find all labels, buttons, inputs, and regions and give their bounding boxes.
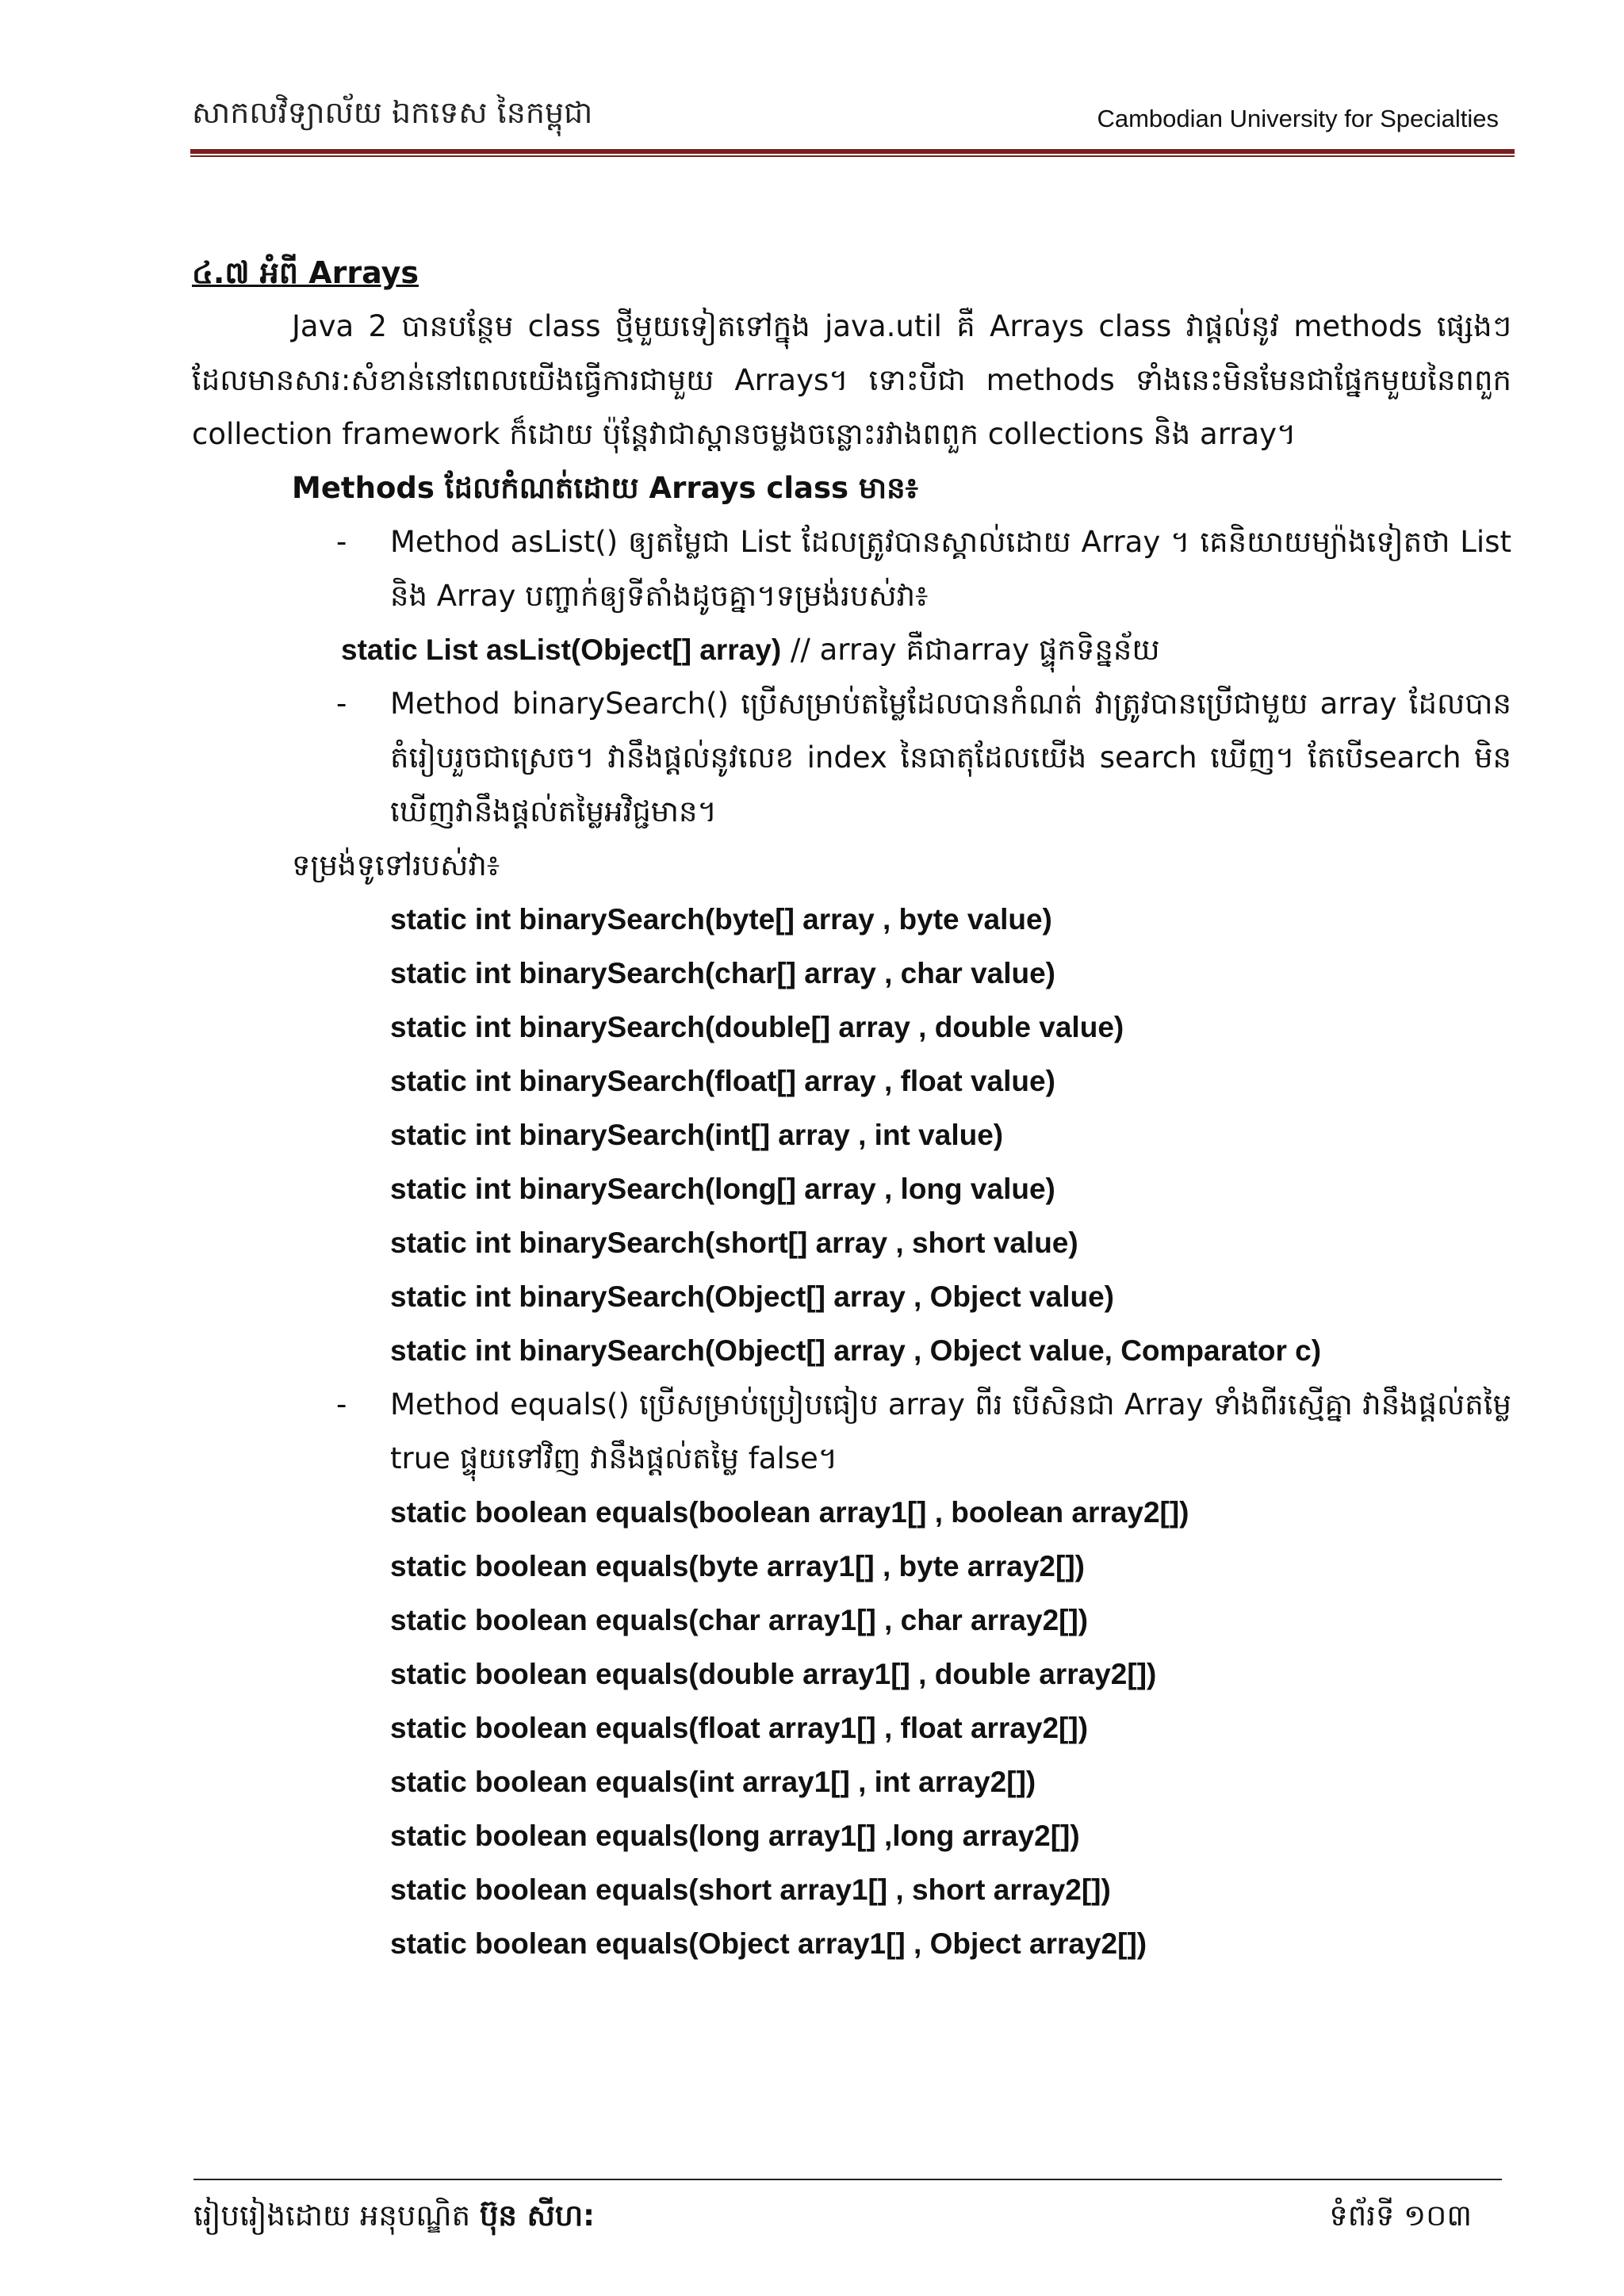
- page-number: ទំព័រទី ១០៣: [1329, 2198, 1472, 2233]
- code-line: static boolean equals(char array1[] , char array2[]): [390, 1604, 1089, 1636]
- code-line: static boolean equals(int array1[] , int array2[]): [390, 1766, 1036, 1798]
- binarysearch-signature-list: [192, 893, 1511, 1378]
- bullet-aslist-text: Method asList() ឲ្យតម្លៃជា List ដែលត្រូវបានស្គាល់ដោយ Array ។ គេនិយាយម្យ៉ាងទៀតថា List និង Array បញ្ចាក់ឲ្យទីតាំងដូចគ្នា។ទម្រង់របស់វា៖: [390, 525, 1511, 613]
- code-line: static int binarySearch(long[] array , long value): [390, 1173, 1055, 1205]
- bullet-dash: -: [336, 687, 347, 721]
- code-line: static boolean equals(short array1[] , short array2[]): [390, 1873, 1111, 1906]
- code-line: static int binarySearch(float[] array , float value): [390, 1065, 1055, 1097]
- header-divider: [190, 149, 1515, 154]
- general-form-label: ទម្រង់ទូទៅរបស់វា៖: [292, 848, 500, 882]
- aslist-signature: [341, 623, 1511, 677]
- methods-heading: Methods ដែលកំណត់ដោយ Arrays class មាន៖: [292, 471, 918, 505]
- aslist-signature-code: static List asList(Object[] array): [341, 633, 782, 666]
- aslist-signature-comment: // array គឺជាarray ផ្ទុកទិន្នន័យ: [781, 633, 1160, 667]
- code-line: static int binarySearch(int[] array , int value): [390, 1119, 1004, 1151]
- footer-author: [193, 2198, 595, 2241]
- bullet-binarysearch: [336, 677, 1511, 839]
- code-line: static boolean equals(Object array1[] , Object array2[]): [390, 1927, 1147, 1960]
- code-line: static boolean equals(double array1[] , double array2[]): [390, 1658, 1157, 1690]
- equals-signature-list: [192, 1486, 1511, 1971]
- footer-prepared-by: រៀបរៀងដោយ អនុបណ្ឌិត: [193, 2198, 480, 2233]
- code-line: static int binarySearch(char[] array , char value): [390, 957, 1056, 989]
- code-line: static boolean equals(boolean array1[] , boolean array2[]): [390, 1496, 1189, 1529]
- code-line: static int binarySearch(Object[] array , Object value, Comparator c): [390, 1334, 1322, 1367]
- footer-divider: [193, 2179, 1502, 2180]
- header-divider-thin: [190, 155, 1515, 157]
- code-line: static int binarySearch(byte[] array , byte value): [390, 903, 1052, 936]
- bullet-binarysearch-text: Method binarySearch() ប្រើសម្រាប់តម្លៃដែលបានកំណត់ វាត្រូវបានប្រើជាមួយ array ដែលបានតំរៀបរួចជាស្រេច។ វានឹងផ្តល់នូវលេខ index នៃធាតុដែលយើង search ឃើញ។ តែបើsearch មិនឃើញវានឹងផ្តល់តម្លៃអវិជ្ជមាន។: [390, 687, 1511, 828]
- bullet-aslist: [336, 515, 1511, 623]
- intro-paragraph: Java 2 បានបន្ថែម class ថ្មីមួយទៀតទៅក្នុង java.util គឺ Arrays class វាផ្តល់នូវ methods ផ្សេងៗ ដែលមានសារ:សំខាន់នៅពេលយើងធ្វើការជាមួយ Arrays។ ទោះបីជា methods ទាំងនេះមិនមែនជាផ្នែកមួយនៃពពួក collection framework ក៏ដោយ ប៉ុន្តែវាជាស្ពានចម្លងចន្លោះរវាងពពួក collections និង array។: [192, 309, 1511, 451]
- bullet-equals-text: Method equals() ប្រើសម្រាប់ប្រៀបធៀប array ពីរ បើសិនជា Array ទាំងពីរស្មើគ្នា វានឹងផ្តល់តម្លៃ true ផ្ទុយទៅវិញ វានឹងផ្តល់តម្លៃ false។: [390, 1387, 1511, 1475]
- bullet-dash: -: [336, 1387, 347, 1422]
- header-university-khmer: សាកលវិទ្យាល័យ ឯកទេស នៃកម្ពុជា: [192, 95, 593, 130]
- header-university-english: Cambodian University for Specialties: [1097, 105, 1499, 132]
- bullet-equals: [336, 1378, 1511, 1486]
- code-line: static boolean equals(long array1[] ,long array2[]): [390, 1820, 1080, 1852]
- bullet-dash: -: [336, 525, 347, 559]
- page-content: [192, 246, 1511, 1971]
- code-line: static int binarySearch(Object[] array , Object value): [390, 1280, 1114, 1313]
- code-line: static boolean equals(float array1[] , float array2[]): [390, 1712, 1089, 1744]
- code-line: static int binarySearch(double[] array , double value): [390, 1011, 1124, 1043]
- section-title: ៤.៧ អំពី Arrays: [192, 255, 419, 290]
- code-line: static boolean equals(byte array1[] , byte array2[]): [390, 1550, 1085, 1582]
- footer-author-name: ប៊ុន សីហ:: [479, 2198, 595, 2233]
- code-line: static int binarySearch(short[] array , short value): [390, 1226, 1078, 1259]
